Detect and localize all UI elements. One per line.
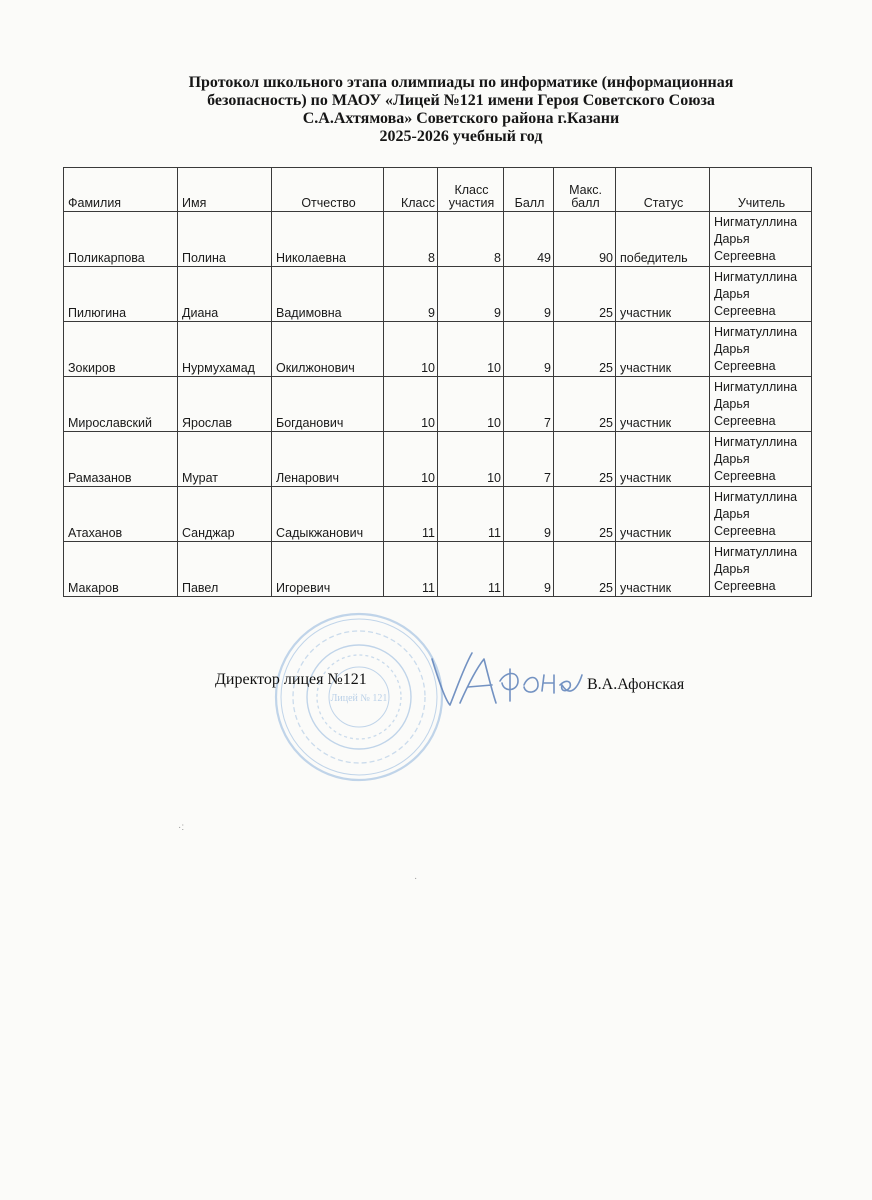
table-row (64, 377, 812, 432)
cell-score: 9 (504, 322, 554, 377)
cell-grade-participation: 10 (438, 322, 504, 377)
teacher-first-name: Дарья (714, 287, 750, 301)
cell-score: 9 (504, 267, 554, 322)
signature-stroke-v (432, 653, 472, 705)
cell-score: 9 (504, 487, 554, 542)
teacher-patronymic: Сергеевна (714, 249, 776, 263)
cell-teacher (710, 487, 812, 542)
cell-patronymic: Игоревич (272, 542, 384, 597)
cell-grade: 10 (384, 322, 438, 377)
header-teacher: Учитель (710, 168, 812, 212)
cell-teacher (710, 542, 812, 597)
teacher-patronymic: Сергеевна (714, 359, 776, 373)
cell-grade: 9 (384, 267, 438, 322)
teacher-surname: Нигматуллина (714, 325, 798, 339)
header-surname: Фамилия (64, 168, 178, 212)
cell-grade: 10 (384, 432, 438, 487)
cell-name: Полина (178, 212, 272, 267)
cell-surname: Рамазанов (64, 432, 178, 487)
signature-stroke-tail (560, 675, 582, 691)
cell-surname: Поликарпова (64, 212, 178, 267)
signature-strokes (432, 653, 582, 705)
cell-max-score: 25 (554, 267, 616, 322)
cell-patronymic: Ленарович (272, 432, 384, 487)
title-line-3: С.А.Ахтямова» Советского района г.Казани (302, 110, 620, 127)
teacher-surname: Нигматуллина (714, 545, 798, 559)
cell-status: участник (616, 432, 710, 487)
cell-patronymic: Николаевна (272, 212, 384, 267)
cell-name: Нурмухамад (178, 322, 272, 377)
cell-grade-participation: 8 (438, 212, 504, 267)
teacher-first-name: Дарья (714, 232, 750, 246)
cell-patronymic: Окилжонович (272, 322, 384, 377)
cell-surname: Мирославский (64, 377, 178, 432)
teacher-patronymic: Сергеевна (714, 524, 776, 538)
cell-score: 9 (504, 542, 554, 597)
cell-patronymic: Вадимовна (272, 267, 384, 322)
cell-teacher (710, 267, 812, 322)
signature-stroke-f (500, 669, 518, 701)
director-signature (420, 645, 585, 715)
cell-max-score: 25 (554, 377, 616, 432)
header-patronymic: Отчество (272, 168, 384, 212)
cell-max-score: 25 (554, 322, 616, 377)
cell-surname: Пилюгина (64, 267, 178, 322)
teacher-first-name: Дарья (714, 452, 750, 466)
cell-grade-participation: 11 (438, 487, 504, 542)
header-status: Статус (616, 168, 710, 212)
scan-speck: ·: (178, 822, 185, 833)
cell-name: Диана (178, 267, 272, 322)
cell-max-score: 25 (554, 432, 616, 487)
table-body (64, 212, 812, 597)
cell-surname: Макаров (64, 542, 178, 597)
signature-text: ВАфонея (420, 645, 425, 646)
cell-surname: Зокиров (64, 322, 178, 377)
signature-stroke-n (542, 675, 554, 693)
teacher-patronymic: Сергеевна (714, 414, 776, 428)
cell-score: 7 (504, 377, 554, 432)
header-max-score (554, 168, 616, 212)
teacher-first-name: Дарья (714, 397, 750, 411)
teacher-surname: Нигматуллина (714, 270, 798, 284)
teacher-surname: Нигматуллина (714, 435, 798, 449)
cell-patronymic: Богданович (272, 377, 384, 432)
header-score: Балл (504, 168, 554, 212)
director-label: Директор лицея №121 (215, 671, 367, 688)
title-line-1: Протокол школьного этапа олимпиады по информатике (информационная (188, 74, 734, 91)
teacher-surname: Нигматуллина (714, 490, 798, 504)
table-row (64, 432, 812, 487)
cell-grade: 11 (384, 487, 438, 542)
cell-status: участник (616, 542, 710, 597)
teacher-first-name: Дарья (714, 562, 750, 576)
cell-teacher (710, 212, 812, 267)
cell-name: Ярослав (178, 377, 272, 432)
header-max-score-line-2: балл (571, 196, 600, 210)
teacher-surname: Нигматуллина (714, 215, 798, 229)
cell-status: участник (616, 377, 710, 432)
table-row (64, 212, 812, 267)
cell-patronymic: Садыкжанович (272, 487, 384, 542)
teacher-surname: Нигматуллина (714, 380, 798, 394)
cell-grade-participation: 10 (438, 432, 504, 487)
cell-name: Павел (178, 542, 272, 597)
cell-teacher (710, 322, 812, 377)
cell-grade-participation: 9 (438, 267, 504, 322)
cell-teacher (710, 377, 812, 432)
teacher-patronymic: Сергеевна (714, 469, 776, 483)
cell-name: Мурат (178, 432, 272, 487)
cell-score: 7 (504, 432, 554, 487)
cell-grade-participation: 10 (438, 377, 504, 432)
cell-name: Санджар (178, 487, 272, 542)
cell-status: победитель (616, 212, 710, 267)
teacher-first-name: Дарья (714, 507, 750, 521)
table-header (64, 168, 812, 212)
document-title (150, 74, 772, 146)
cell-max-score: 25 (554, 542, 616, 597)
teacher-patronymic: Сергеевна (714, 304, 776, 318)
title-line-2: безопасность) по МАОУ «Лицей №121 имени Героя Советского Союза (207, 92, 715, 109)
cell-grade: 8 (384, 212, 438, 267)
header-grade-participation (438, 168, 504, 212)
results-table (63, 167, 812, 597)
cell-teacher (710, 432, 812, 487)
teacher-patronymic: Сергеевна (714, 579, 776, 593)
cell-status: участник (616, 267, 710, 322)
cell-max-score: 90 (554, 212, 616, 267)
header-grade: Класс (384, 168, 438, 212)
director-name: В.А.Афонская (587, 676, 685, 693)
cell-max-score: 25 (554, 487, 616, 542)
table-row (64, 322, 812, 377)
header-name: Имя (178, 168, 272, 212)
scan-speck: · (414, 873, 418, 884)
cell-status: участник (616, 487, 710, 542)
table-row (64, 267, 812, 322)
cell-grade: 10 (384, 377, 438, 432)
teacher-first-name: Дарья (714, 342, 750, 356)
seal-center-text: Лицей № 121 (330, 693, 388, 704)
signature-stroke-o (524, 678, 538, 693)
header-grade-participation-line-1: Класс (454, 183, 489, 197)
header-max-score-line-1: Макс. (569, 183, 602, 197)
cell-grade: 11 (384, 542, 438, 597)
cell-grade-participation: 11 (438, 542, 504, 597)
cell-status: участник (616, 322, 710, 377)
cell-surname: Атаханов (64, 487, 178, 542)
table-row (64, 542, 812, 597)
table-row (64, 487, 812, 542)
title-line-4: 2025-2026 учебный год (379, 128, 543, 145)
cell-score: 49 (504, 212, 554, 267)
header-grade-participation-line-2: участия (448, 196, 495, 210)
